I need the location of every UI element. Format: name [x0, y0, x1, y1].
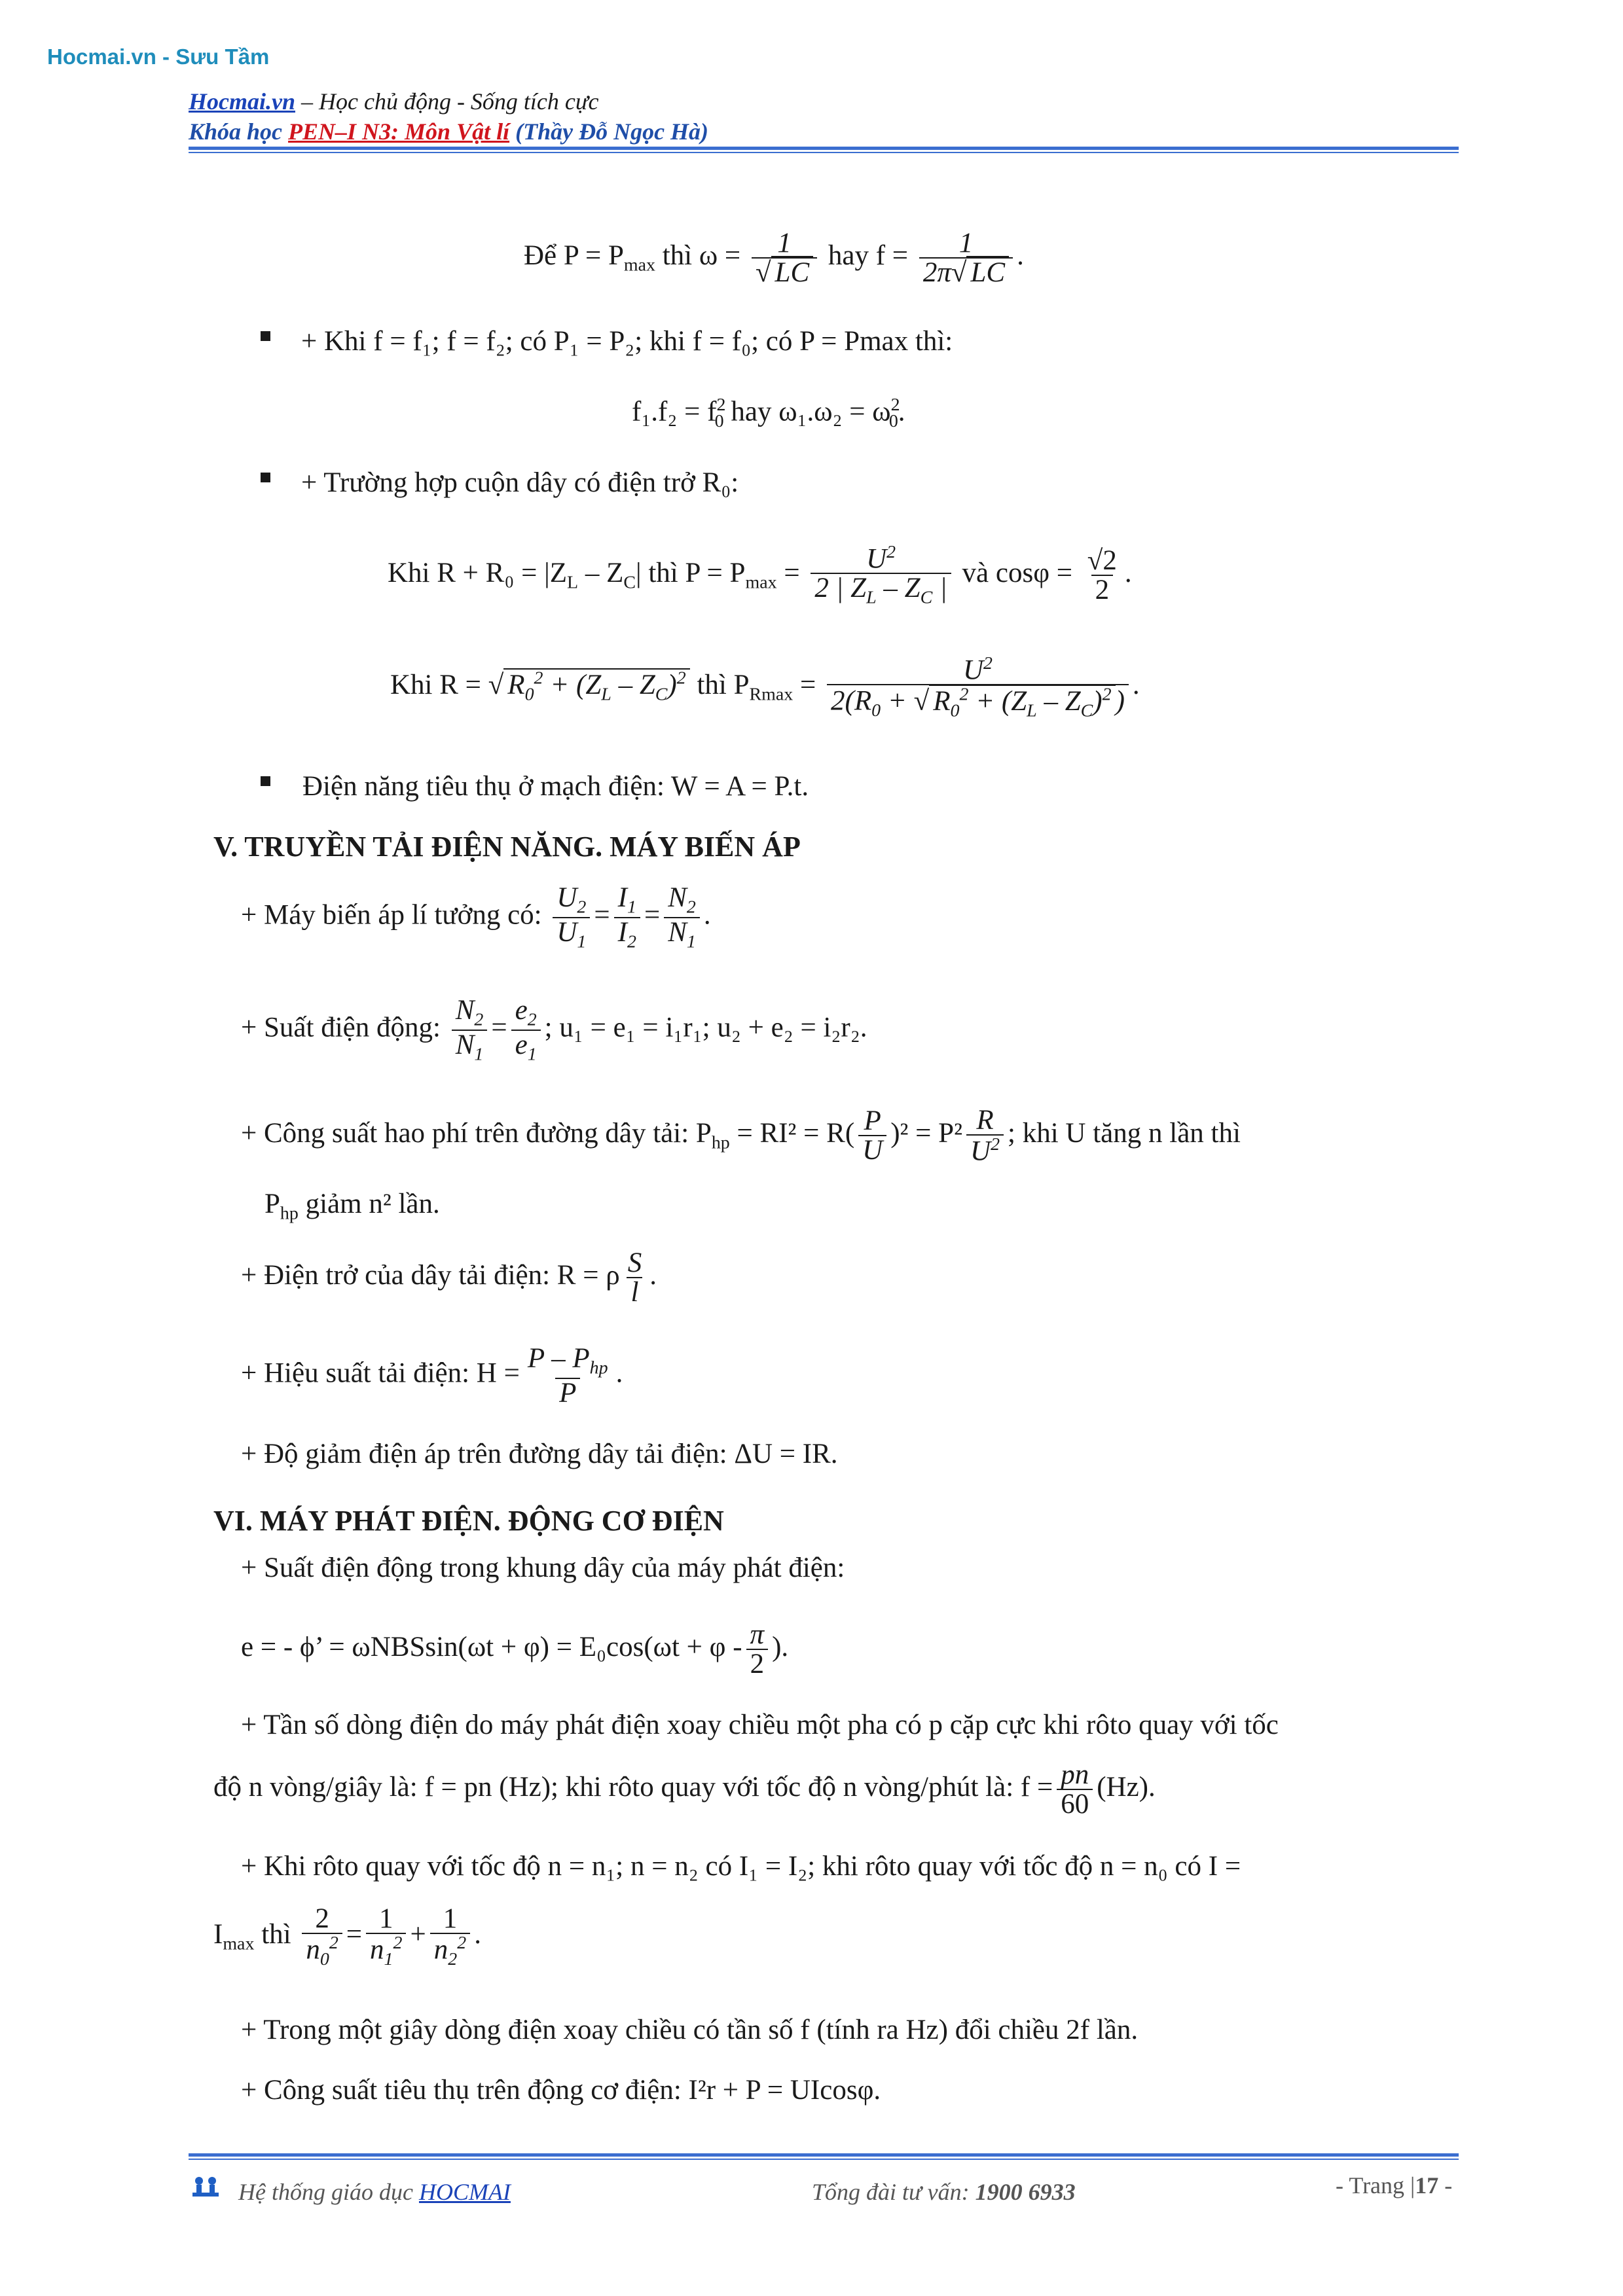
hocmai-logo-icon: [190, 2173, 221, 2202]
energy-consumption: Điện năng tiêu thụ ở mạch điện: W = A = P.t.: [302, 771, 809, 802]
power-loss: + Công suất hao phí trên đường dây tải: $P_{hp} = RI^2 = R$( $\frac{P}{U}$ )² = P² $\frac{R}{U^2}$ ; khi U tăng n lần thì: [241, 1105, 1241, 1167]
page-number: - Trang |17 -: [1336, 2172, 1453, 2198]
frequency-condition: + Khi f = f₁; f = f₂; có P₁ = P₂; khi f = f₀; có P = Pmax thì:: [301, 326, 953, 357]
header-rule: [189, 147, 1459, 150]
bullet: [261, 776, 270, 786]
header-line-2: [189, 118, 708, 145]
generator-emf: + Suất điện động trong khung dây của máy phát điện:: [241, 1552, 845, 1583]
section-v-title: V. TRUYỀN TẢI ĐIỆN NĂNG. MÁY BIẾN ÁP: [213, 831, 801, 863]
voltage-drop: + Độ giảm điện áp trên đường dây tải điện: ΔU = IR.: [241, 1439, 838, 1469]
emf-formula: e = - ϕ’ = ωNBSsin(ωt + φ) = E₀cos(ωt + φ - $\frac{\pi}{2}$ ).: [241, 1619, 789, 1679]
prmax-formula: Khi R = √ $R_0^2 + (Z_L - Z_C)^2$ thì $P_{Rmax}$ = $\frac{U^2}{2(R_0 + √ R_0^2 + (Z_L - Z_C)^2 )}$ .: [390, 653, 1140, 721]
pmax-formula: Khi $R + R_0 = |Z_L - Z_C|$ thì $P = P_{max}$ = $\frac{U^2}{2 | Z_L - Z_C |}$ và cosφ = $\frac{√2}{2}$ .: [388, 542, 1132, 608]
ideal-transformer: + Máy biến áp lí tưởng có: $\frac{U_2}{U_1}$ = $\frac{I_1}{I_2}$ = $\frac{N_2}{N_1}$ .: [241, 882, 711, 952]
line-resistance: + Điện trở của dây tải điện: R = ρ $\frac{S}{l}$ .: [241, 1247, 657, 1308]
course-prefix: Khóa học: [189, 118, 289, 145]
coil-resistance-case: + Trường hợp cuộn dây có điện trở R₀:: [301, 467, 739, 498]
footer-brand-link[interactable]: HOCMAI: [418, 2179, 511, 2205]
footer-rule-thin: [189, 2159, 1459, 2160]
footer-rule: [189, 2153, 1459, 2157]
header-rule-thin: [189, 152, 1459, 153]
pmax-condition: Để $P = P_{max}$ thì ω = $\frac{1}{√ LC}$ hay f = $\frac{1}{2\pi√ LC}$ .: [524, 228, 1024, 288]
footer-hotline: Tổng đài tư vấn: 1900 6933: [812, 2179, 1076, 2205]
course-name[interactable]: PEN–I N3: Môn Vật lí: [288, 118, 510, 145]
header-line-1: [189, 88, 599, 115]
rotor-speed-formula: $I_{max}$ thì $\frac{2}{n_0^2}$ = $\frac{1}{n_1^2}$ + $\frac{1}{n_2^2}$ .: [213, 1903, 481, 1969]
teacher: (Thầy Đỗ Ngọc Hà): [509, 118, 709, 145]
motor-power: + Công suất tiêu thụ trên động cơ điện: I²r + P = UIcosφ.: [241, 2075, 881, 2106]
bullet: [261, 331, 270, 341]
frequency-product: $f_1.f_2 = f^2_0$ hay $\omega_1.\omega_2 = \omega^2_0$.: [632, 395, 905, 431]
generator-frequency-2: độ n vòng/giây là: f = pn (Hz); khi rôto quay với tốc độ n vòng/phút là: f = $\frac{pn}{60}$ (Hz).: [213, 1759, 1156, 1820]
rotor-speed-condition: + Khi rôto quay với tốc độ n = n₁; n = n₂ có I₁ = I₂; khi rôto quay với tốc độ n = n₀ có I =: [241, 1851, 1241, 1882]
direction-change: + Trong một giây dòng điện xoay chiều có tần số f (tính ra Hz) đổi chiều 2f lần.: [241, 2015, 1139, 2045]
source-tag: Hocmai.vn - Sưu Tầm: [47, 45, 270, 69]
transmission-efficiency: + Hiệu suất tải điện: H = $\frac{P - P_{hp}}{P}$ .: [241, 1343, 623, 1408]
section-vi-title: VI. MÁY PHÁT ĐIỆN. ĐỘNG CƠ ĐIỆN: [213, 1505, 724, 1537]
power-loss-reduction: $P_{hp}$ giảm n² lần.: [264, 1189, 440, 1224]
bullet: [261, 473, 270, 482]
footer-system: Hệ thống giáo dục HOCMAI: [238, 2179, 511, 2205]
site-link[interactable]: Hocmai.vn: [189, 88, 295, 115]
emf-ratio: + Suất điện động: $\frac{N_2}{N_1}$ = $\frac{e_2}{e_1}$ ; u₁ = e₁ = i₁r₁; u₂ + e₂ = i₂r₂.: [241, 995, 867, 1065]
slogan: – Học chủ động - Sống tích cực: [295, 88, 599, 115]
generator-frequency: + Tần số dòng điện do máy phát điện xoay chiều một pha có p cặp cực khi rôto quay với tốc: [241, 1710, 1279, 1740]
